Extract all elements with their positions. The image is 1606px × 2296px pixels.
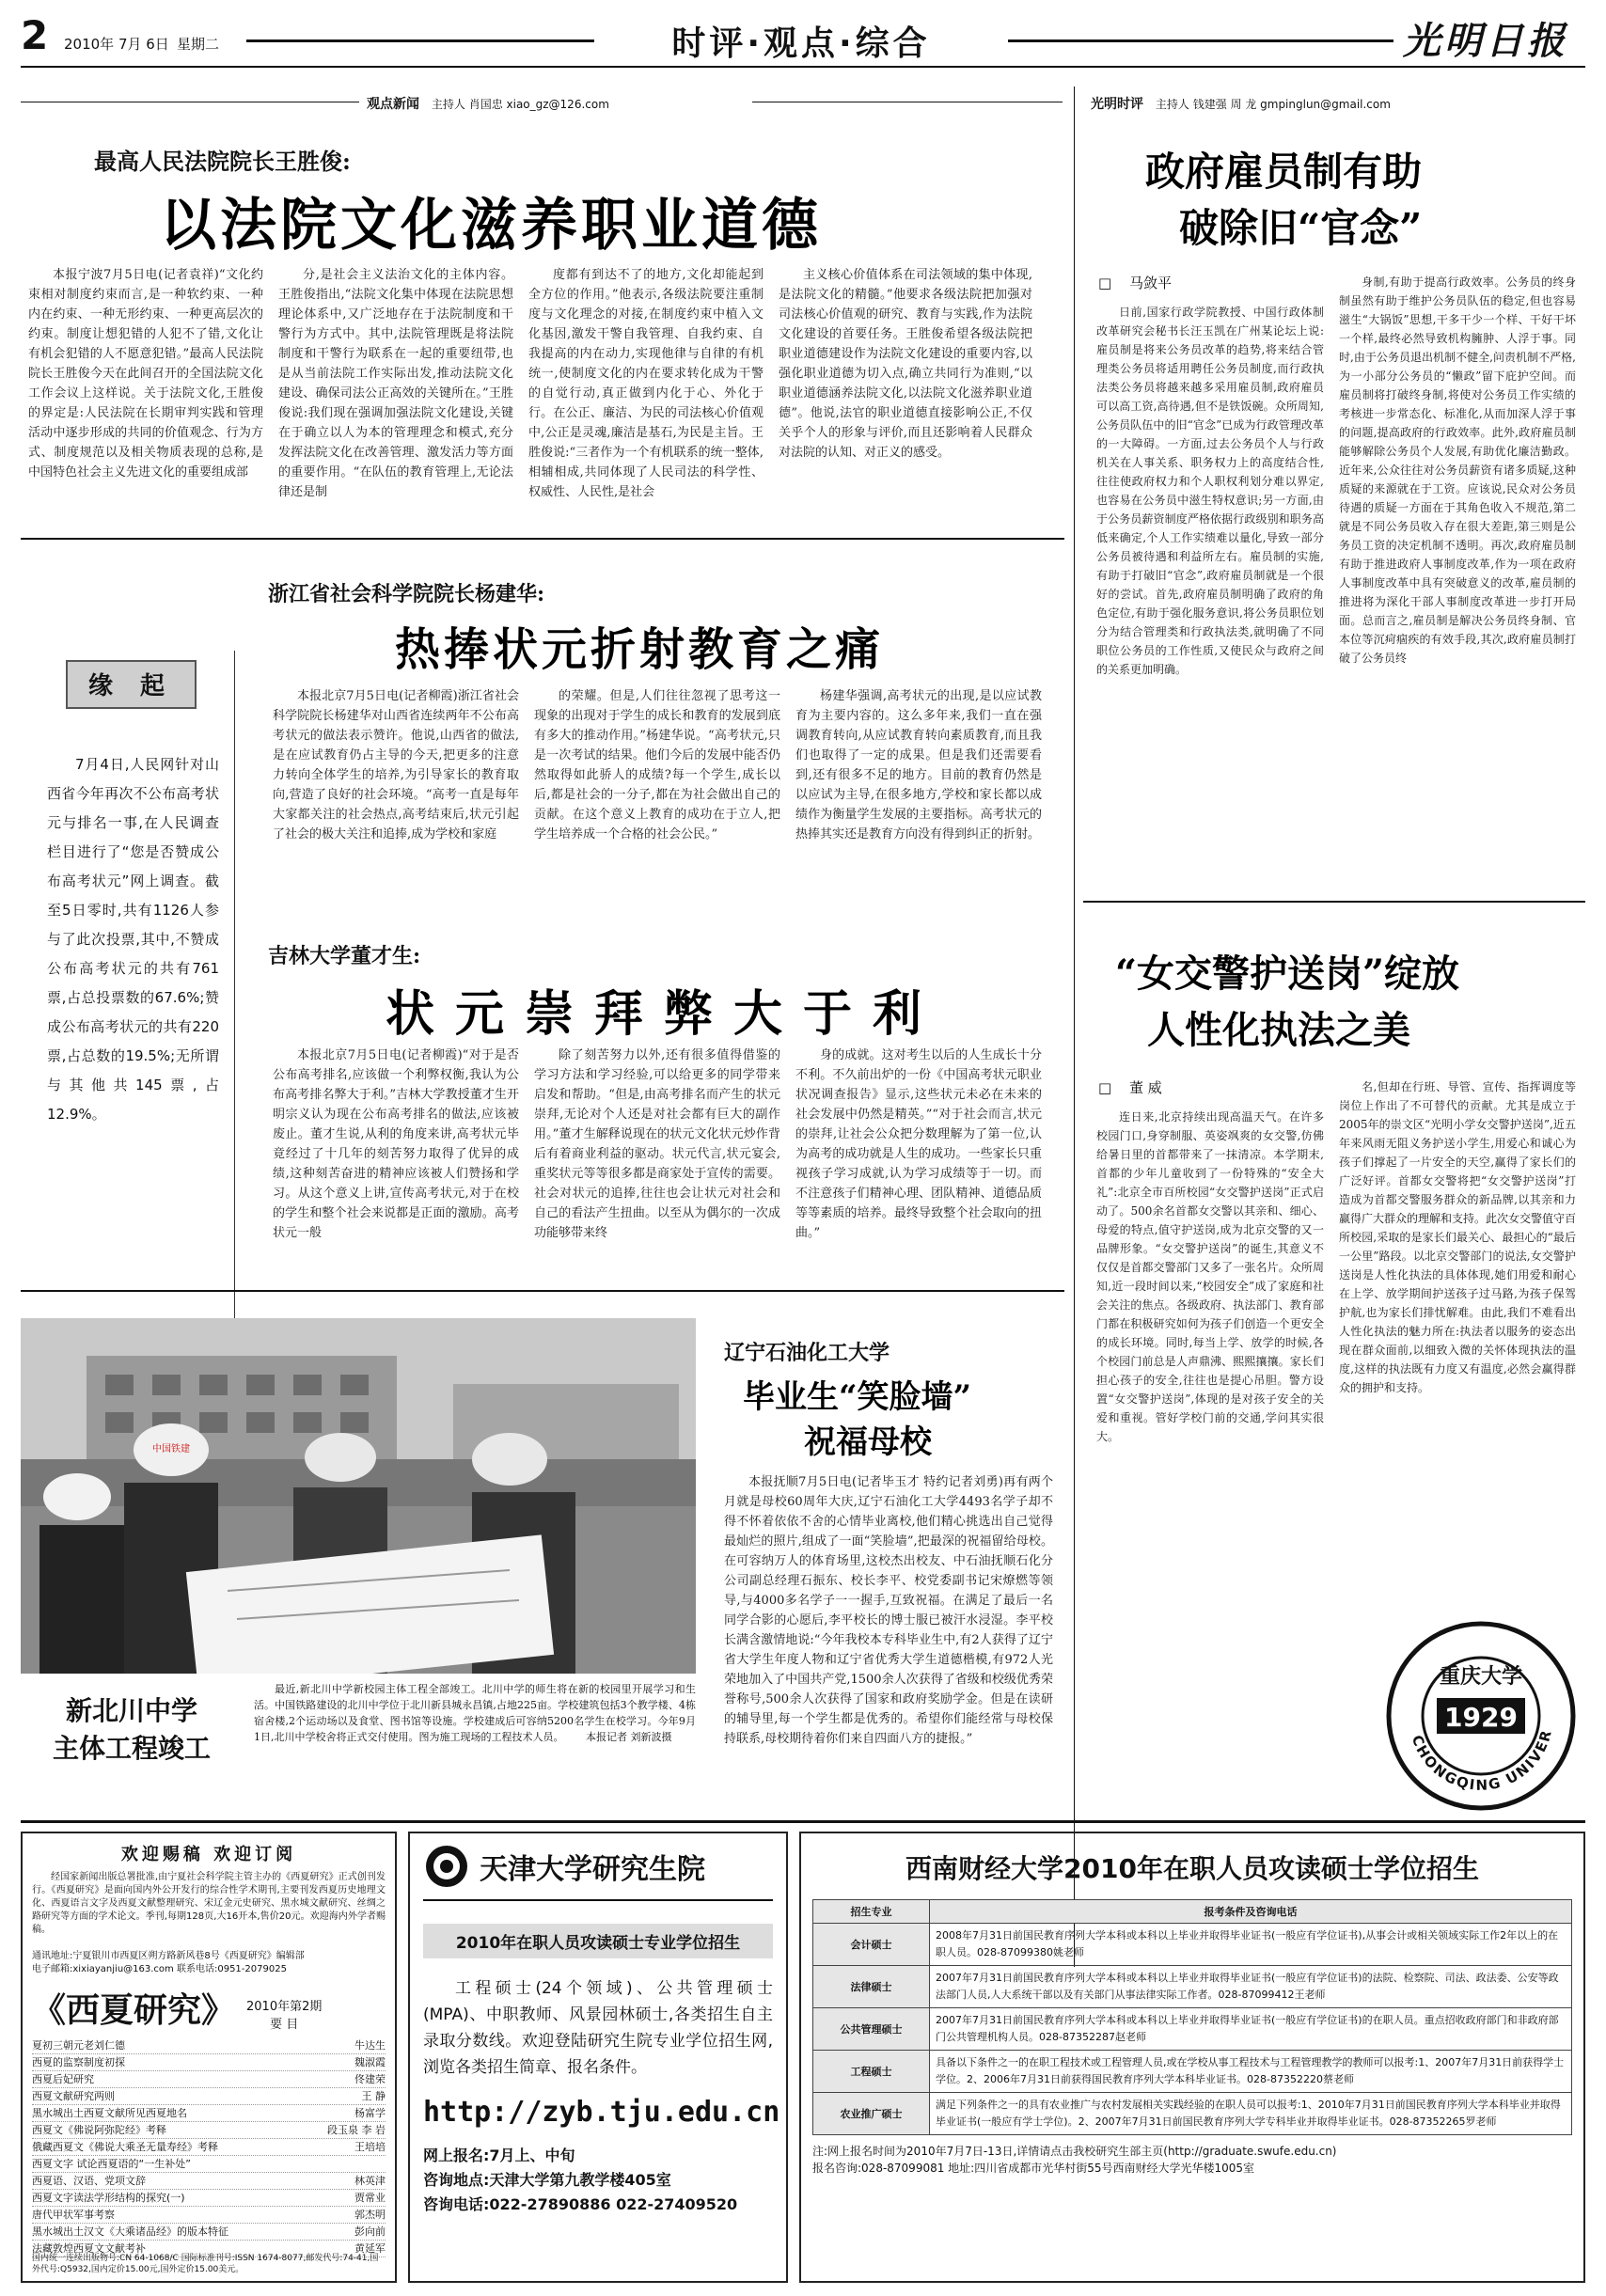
- toc-title: 西夏语、汉语、党项文辞: [32, 2175, 146, 2187]
- ad-swufe-row: [813, 2008, 1572, 2051]
- ad-tianjin-subtitle: 2010年在职人员攻读硕士专业学位招生: [423, 1924, 773, 1958]
- ad-xixia-contact: 通讯地址:宁夏银川市西夏区朔方路新风巷8号《西夏研究》编辑部: [32, 1951, 305, 1961]
- article5-col-2: 身制,有助于提高行政效率。公务员的终身制虽然有助于维护公务员队伍的稳定,但也容易滋生“大锅饭”思想,干多干少一个样、干好干坏一个样,最终必然导致机构臃肿、人浮于事。同时,由于公务员退出机制不健全,问责机制不严格,为一小部分公务员的“懒政”留下庇护空间。而雇员制将打破终身制,将使对公务员工作实绩的考核进一步常态化、标准化,从而加深人浮于事的问题,提高政府的行政效率。此外,政府雇员制能够解除公务员个人发展,有助优化廉洁勤政。近年来,公众往往对公务员薪资有诸多质疑,这种质疑的来源就在于工资。应该说,民众对公务员待遇的质疑一方面在于其角色收入不规范,第二就是不同公务员收入存在很大差距,第三则是公务员工资的决定机制不透明。再次,政府雇员制有助于推进政府人事制度改革,作为一项在政府人事制度改革中具有突破意义的改革,雇员制的推进将为深化干部人事制度改革进一步打开局面。总而言之,雇员制是解决公务员终身制、官本位等沉疴痼疾的有效手段,其次,政府雇员制打破了公务员终: [1339, 275, 1576, 665]
- article6-title-1: “女交警护送岗”绽放: [1115, 951, 1460, 996]
- page-number: 2: [21, 12, 49, 58]
- masthead-rule-right: [1008, 39, 1393, 42]
- toc-row: [32, 2190, 386, 2207]
- article5-author-name: 马敛平: [1128, 275, 1172, 291]
- ad-xixia-journal: [32, 1984, 386, 2032]
- ad-swufe-row: [813, 1924, 1572, 1966]
- ad-xixia-toc: [32, 2037, 386, 2257]
- article2-col-3: 杨建华强调,高考状元的出现,是以应试教育为主要内容的。这么多年来,我们一直在强调教育转向,从应试教育转向素质教育,而且我们也取得了一定的成果。但是我们还需要看到,还有很多不足的地方。目前的教育仍然是以应试为主导,在很多地方,学校和家长都以成绩作为衡量学生发展的主要指标。高考状元的热捧其实还是教育方向没有得到纠正的折射。: [795, 689, 1042, 841]
- svg-text:1929: 1929: [1444, 1702, 1518, 1733]
- ad-swufe-row: [813, 2051, 1572, 2093]
- sidebar-text: 7月4日,人民网针对山西省今年再次不公布高考状元与排名一事,在人民调查栏目进行了“您是否赞成公布高考状元”网上调查。截至5日零时,共有1126人参与了此次投票,其中,不赞成公布高考状元的共有761票,占总投票数的67.6%;赞成公布高考状元的共有220票,占总数的19.5%;无所谓与其他共145票,占12.9%。: [47, 756, 219, 1123]
- chongqing-university-seal: [1382, 1617, 1580, 1815]
- column-label: 观点新闻: [367, 97, 419, 112]
- toc-row: [32, 2105, 386, 2122]
- toc-title: 西夏后妃研究: [32, 2073, 94, 2085]
- ad-swufe-row-program: 法律硕士: [813, 1966, 930, 2008]
- article4-title-2: 祝福母校: [804, 1423, 932, 1461]
- ad-swufe-row-program: 公共管理硕士: [813, 2008, 930, 2051]
- ad-tianjin-body: 工程硕士(24个领域)、公共管理硕士(MPA)、中职教师、风景园林硕士,各类招生自主录取分数线。欢迎登陆研究生院专业学位招生网,浏览各类招生简章、报名条件。: [423, 1979, 773, 2077]
- photo-caption-title-1: 新北川中学: [65, 1695, 197, 1726]
- toc-row: [32, 2207, 386, 2224]
- ad-swufe-row-conditions: 具备以下条件之一的在职工程技术或工程管理人员,或在学校从事工程技术与工程管理教学的教师可以报考:1、2007年7月31日前获得学士学位。2、2006年7月31日前获得国民教育序列大学本科毕业证书。028-87352220蔡老师: [930, 2051, 1572, 2093]
- photo-illustration: [21, 1318, 696, 1674]
- article2-kicker: 浙江省社会科学院院长杨建华:: [268, 582, 545, 606]
- ad-xixia-footer: 国内统一连续出版物号:CN 64-1068/C 国际标准刊号:ISSN 1674-8077,邮发代号:74-41,国外代号:Q5932,国内定价15.00元,国外定价15.00美元。: [32, 2254, 379, 2274]
- ad-xixia-welcome: 欢迎赐稿 欢迎订阅: [120, 1845, 297, 1864]
- ad-swufe-row-conditions: 2007年7月31日前国民教育序列大学本科或本科以上毕业并取得毕业证书(一般应有学位证书)的在职人员。重点招收政府部门和非政府部门公共管理机构人员。028-87352287赵老师: [930, 2008, 1572, 2051]
- ad-xixia-issue-sub: 要 目: [270, 2018, 299, 2032]
- article3-bottom-rule: [21, 1290, 1064, 1292]
- toc-author: 魏淑霞: [354, 2056, 386, 2068]
- ad-tianjin-rule: [423, 1899, 773, 1901]
- ad-xixia-journal-name: 《西夏研究》: [32, 1990, 236, 2030]
- section-title: 时评·观点·综合: [671, 24, 931, 63]
- column-label-right: [1091, 94, 1391, 113]
- article3-col-3: 身的成就。这对考生以后的人生成长十分不利。不久前出炉的一份《中国高考状元职业状况调查报告》显示,这些状元未必在未来的社会发展中仍然是精英。”“对于社会而言,状元的崇拜,让社会公众把分数理解为了第一位,认为高考的成功就是人生的成功。一些家长只重视孩子学习成就,认为学习成绩等于一切。而不注意孩子们精神心理、团队精神、道德品质等等素质的培养。最终导致整个社会取向的扭曲。”: [795, 1048, 1042, 1240]
- ads-top-rule: [21, 1820, 1585, 1823]
- article3-title: 状元崇拜弊大于利: [386, 985, 943, 1043]
- toc-row: [32, 2173, 386, 2190]
- article6-title-2: 人性化执法之美: [1147, 1008, 1410, 1052]
- article6-author: □ 董 威: [1098, 1079, 1162, 1096]
- article3-col-1: 本报北京7月5日电(记者柳霞)“对于是否公布高考排名,应该做一个利弊权衡,我认为公布高考排名弊大于利。”吉林大学教授董才生开明宗义认为现在公布高考排名的做法,应该被废止。董才生说,从利的角度来讲,高考状元毕竟经过了十几年的刻苦努力取得了优异的成绩,这种刻苦奋进的精神应该被人们赞扬和学习。从这个意义上讲,宣传高考状元,对于在校的学生和整个社会来说都是正面的激励。高考状元一般: [273, 1048, 519, 1240]
- ad-tianjin-title: 天津大学研究生院: [480, 1853, 705, 1886]
- toc-author: 郭杰明: [354, 2209, 386, 2221]
- article1-title: 以法院文化滋养职业道德: [160, 193, 822, 259]
- article3-col-2: 除了刻苦努力以外,还有很多值得借鉴的学习方法和学习经验,可以给更多的同学带来启发和帮助。“但是,由高考排名而产生的状元崇拜,无论对个人还是对社会都有巨大的副作用。”董才生解释说现在的状元文化状元炒作背后有着商业利益的驱动。状元代言,状元宴会,重奖状元等等很多都是商家处于宣传的需要。社会对状元的追捧,往往也会让状元对社会和自己的看法产生扭曲。以至从为偶尔的一次成功能够带来终: [534, 1048, 780, 1240]
- toc-author: 林英津: [354, 2175, 386, 2187]
- photo-caption: [254, 1681, 696, 1745]
- helmet-text: 中国铁建: [152, 1444, 190, 1455]
- article2-title: 热捧状元折射教育之痛: [395, 623, 885, 676]
- toc-author: 杨富学: [354, 2107, 386, 2119]
- ad-swufe-row: [813, 2093, 1572, 2135]
- column-label: 光明时评: [1091, 97, 1143, 112]
- toc-title: 西夏的监察制度初探: [32, 2056, 125, 2068]
- ad-swufe-note: 注:网上报名时间为2010年7月7日-13日,详情请点击我校研究生部主页(http://graduate.swufe.edu.cn): [812, 2145, 1337, 2158]
- article6-col-2: 名,但却在行班、导管、宣传、指挥调度等岗位上作出了不可替代的贡献。尤其是成立于2005年的崇文区“光明小学女交警护送岗”,近五年来风雨无阻义务护送小学生,用爱心和诚心为孩子们撑起了一片安全的天空,赢得了家长们的广泛好评。首都女交警将把“女交警护送岗”打造成为首都交警服务群众的新品牌,以其亲和力赢得广大群众的理解和支持。此次女交警值守百所校园,采取的是家长们最关心、最担心的“最后一公里”路段。以北京交警部门的说法,女交警护送岗是人性化执法的具体体现,她们用爱和耐心在上学、放学期间护送孩子过马路,为孩子保驾护航,也为家长们排忧解难。由此,我们不难看出人性化执法的魅力所在:执法者以服务的姿态出现在群众面前,以细致入微的关怀体现执法的温度,这样的执法既有力度又有温度,必然会赢得群众的拥护和支持。: [1339, 1080, 1576, 1394]
- toc-author: 黄延军: [354, 2242, 386, 2255]
- toc-row: [32, 2122, 386, 2139]
- ad-swufe-row-conditions: 2007年7月31日前国民教育序列大学本科或本科以上毕业并取得毕业证书(一般应有学位证书)的法院、检察院、司法、政法委、公安等政法部门人员,人大系统干部以及有关部门从事法律实际工作者。028-87099412王老师: [930, 1966, 1572, 2008]
- article1-col-4: 主义核心价值体系在司法领域的集中体现,是法院文化的精髓。”他要求各级法院把加强对司法核心价值观的研究、教育与实践,作为法院文化建设的首要任务。王胜俊希望各级法院把职业道德建设作为法院文化建设的重要内容,以强化职业道德为切入点,确立共同行为准则,“以职业道德涵养法院文化,以法院文化滋养职业道德”。他说,法官的职业道德直接影响公正,不仅关乎个人的形象与评价,而且还影响着人民群众对法院的认知、对正义的感受。: [779, 268, 1032, 460]
- ad-swufe-row-conditions: 2008年7月31日前国民教育序列大学本科或本科以上毕业并取得毕业证书(一般应有学位证书),从事会计或相关领域实际工作2年以上的在职人员。028-87099380姚老师: [930, 1924, 1572, 1966]
- ad-xixia-email: 电子邮箱:xixiayanjiu@163.com 联系电话:0951-2079025: [32, 1964, 287, 1974]
- toc-title: 俄藏西夏文《佛说大乘圣无量寿经》考释: [32, 2141, 218, 2153]
- article1-col-3: 度都有到达不了的地方,文化却能起到全方位的作用。”他表示,各级法院要注重制度与文化理念的对接,在制度约束中植入文化基因,激发干警自我管理、自我约束、自我提高的内在动力,实现他律与自律的有机统一,使制度文化的内在要求转化成为干警的自觉行动,真正做到内化于心、外化于行。在公正、廉洁、为民的司法核心价值观中,公正是灵魂,廉洁是基石,为民是主旨。王胜俊说:“三者作为一个有机联系的统一整体,相辅相成,共同体现了人民司法的科学性、权威性、人民性,是社会: [528, 268, 764, 499]
- toc-author: 王 静: [361, 2090, 386, 2102]
- article1-col-1: 本报宁波7月5日电(记者袁祥)“文化约束相对制度约束而言,是一种软约束、一种内在约束、一种无形约束、一种更高层次的约束。制度让想犯错的人犯不了错,文化让有机会犯错的人不愿意犯错。”最高人民法院院长王胜俊今天在此间召开的全国法院文化工作会议上这样说。关于法院文化,王胜俊的界定是:人民法院在长期审判实践和管理活动中逐步形成的共同的价值观念、行为方式、制度规范以及相关物质表现的总称,是中国特色社会主义先进文化的重要组成部: [28, 268, 263, 480]
- vertical-divider: [1074, 86, 1075, 1967]
- ad-swufe-address: 报名咨询:028-87099081 地址:四川省成都市光华村街55号西南财经大学光华楼1005室: [812, 2162, 1255, 2175]
- ad-xixia: [21, 1832, 397, 2283]
- masthead: [21, 11, 1585, 68]
- toc-row: [32, 2054, 386, 2071]
- toc-row: [32, 2224, 386, 2241]
- toc-row: [32, 2037, 386, 2054]
- ad-swufe-row-program: 工程硕士: [813, 2051, 930, 2093]
- article5-title-1: 政府雇员制有助: [1145, 149, 1423, 195]
- photo-caption-title-2: 主体工程竣工: [52, 1733, 211, 1764]
- article4-kicker: 辽宁石油化工大学: [724, 1342, 890, 1365]
- paper-logo: 光明日报: [1403, 19, 1568, 63]
- svg-text:CHONGQING UNIVERSITY: CHONGQING UNIVER: [1408, 1726, 1556, 1794]
- toc-title: 夏初三朝元老刘仁德: [32, 2039, 125, 2052]
- ad-xixia-issue-box: [246, 1996, 322, 2032]
- ad-tianjin-url[interactable]: http://zyb.tju.edu.cn: [423, 2096, 780, 2129]
- masthead-rule-left: [246, 39, 594, 42]
- toc-row: [32, 2071, 386, 2088]
- article5-title-2: 破除旧“官念”: [1179, 205, 1423, 251]
- article6-col-1: 连日来,北京持续出现高温天气。在许多校园门口,身穿制服、英姿飒爽的女交警,仿佛给暑日里的首都带来了一抹清凉。本学期末,首都的少年儿童收到了一份特殊的“安全大礼”:北京全市百所校园“女交警护送岗”正式启动了。500余名首都女交警以其亲和、细心、母爱的特点,值守护送岗,成为北京交警的又一品牌形象。“女交警护送岗”的诞生,其意义不仅仅是首都交警部门又多了一张名片。众所周知,近一段时间以来,“校园安全”成了家庭和社会关注的焦点。各级政府、执法部门、教育部门都在积极研究如何为孩子们创造一个更安全的成长环境。同时,每当上学、放学的时候,各个校园门前总是人声鼎沸、熙熙攘攘。家长们担心孩子的安全,往往也是提心吊胆。警方设置“女交警护送岗”,体现的是对孩子安全的关爱和重视。管好学校门前的交通,学问其实很大。: [1096, 1110, 1324, 1443]
- article4-text: 本报抚顺7月5日电(记者毕玉才 特约记者刘勇)再有两个月就是母校60周年大庆,辽宁石油化工大学4493名学子却不得不怀着依依不舍的心情毕业离校,他们精心挑选出自己觉得最灿烂的照片,组成了一面“笑脸墙”,把最深的祝福留给母校。在可容纳万人的体育场里,这校杰出校友、中石油抚顺石化分公司副总经理石振东、校长李平、校党委副书记宋燎燃等领导,与4000多名学子一一握手,互致祝福。在满足了最后一名同学合影的心愿后,李平校长的博士服已被汗水浸湿。李平校长满含激情地说:“今年我校本专科毕业生中,有2人获得了辽宁省大学生年度人物和辽宁省优秀大学生道德楷模,有972人光荣地加入了中国共产党,1500余人次获得了省级和校级优秀荣誉称号,500余人次获得了国家和政府奖励学金。但是在读研的辅导里,每一个学生都是优秀的。希望你们能经常与母校保持联系,母校期待着你们来自四面八方的捷报。”: [724, 1475, 1053, 1746]
- toc-author: 王培培: [354, 2141, 386, 2153]
- toc-row: [32, 2088, 386, 2105]
- photo-caption-text: 最近,新北川中学新校园主体工程全部竣工。北川中学的师生将在新的校园里开展学习和生活。中国铁路建设的北川中学位于北川新县城永昌镇,占地225亩。学校建筑包括3个教学楼、4栋宿舍楼,2个运动场以及食堂、图书馆等设施。学校建成后可容纳5200名学生在校学习。今年9月1日,北川中学校舍将正式交付使用。图为施工现场的工程技术人员。: [254, 1683, 696, 1743]
- ad-tianjin-location: 咨询地点:天津大学第九教学楼405室: [423, 2171, 671, 2189]
- article3-kicker: 吉林大学董才生:: [268, 944, 421, 968]
- toc-row: [32, 2156, 386, 2173]
- ad-swufe: [799, 1832, 1585, 2283]
- toc-title: 法藏敦煌西夏文文献考补: [32, 2242, 146, 2255]
- toc-title: 黑水城出土汉文《大乘诸品经》的版本特征: [32, 2225, 228, 2238]
- toc-title: 黑水城出土西夏文献所见西夏地名: [32, 2107, 187, 2119]
- ad-tianjin: [408, 1832, 788, 2283]
- ad-tianjin-header: [423, 1843, 773, 1890]
- photo-credit: 本报记者 刘新波摄: [586, 1731, 672, 1743]
- ad-swufe-row-program: 农业推广硕士: [813, 2093, 930, 2135]
- ad-swufe-title: 西南财经大学2010年在职人员攻读硕士学位招生: [905, 1853, 1479, 1884]
- column-host: 主持人 肖国忠 xiao_gz@126.com: [431, 98, 609, 111]
- toc-row: [32, 2139, 386, 2156]
- article1-kicker: 最高人民法院院长王胜俊:: [94, 148, 351, 175]
- photo-caption-title: [38, 1692, 226, 1768]
- toc-title: 西夏文字 试论西夏语的“一生补处”: [32, 2158, 191, 2170]
- toc-title: 西夏文《佛说阿弥陀经》考释: [32, 2124, 166, 2136]
- toc-author: 段玉泉 李 岩: [327, 2124, 386, 2136]
- news-photo: [21, 1318, 696, 1674]
- ad-swufe-header-k: 招生专业: [813, 1900, 930, 1924]
- seal-icon: [1382, 1617, 1580, 1815]
- ad-swufe-table: [812, 1899, 1572, 2135]
- masthead-date: 2010年 7月 6日: [64, 36, 169, 53]
- masthead-underline: [21, 66, 1585, 68]
- toc-title: 唐代甲状军事考察: [32, 2209, 115, 2221]
- sidebar-label: 缘 起: [66, 660, 197, 709]
- article6-author-name: 董 威: [1128, 1079, 1162, 1096]
- ad-tianjin-reg: 网上报名:7月上、中旬: [423, 2147, 575, 2164]
- toc-title: 西夏文字读法学形结构的探究(一): [32, 2192, 185, 2204]
- toc-author: 彭向前: [354, 2225, 386, 2238]
- masthead-weekday: 星期二: [177, 36, 220, 53]
- ad-swufe-row: [813, 1966, 1572, 2008]
- ad-xixia-intro: 经国家新闻出版总署批准,由宁夏社会科学院主管主办的《西夏研究》正式创刊发行。《西夏研究》是面向国内外公开发行的综合性学术期刊,主要刊发西夏历史地理文化、西夏语言文字及西夏文献整理研究、宋辽金元史研究、黑水城文献研究、丝绸之路研究等方面的学术论文。季刊,每期128页,大16开本,售价20元。欢迎海内外学者赐稿。: [32, 1872, 386, 1935]
- svg-text:重庆大学: 重庆大学: [1439, 1664, 1523, 1689]
- ad-xixia-issue: 2010年第2期: [246, 2000, 323, 2014]
- article1-bottom-rule: [21, 538, 1064, 540]
- toc-title: 西夏文献研究两则: [32, 2090, 115, 2102]
- article4-title-1: 毕业生“笑脸墙”: [743, 1378, 972, 1416]
- sidebar-yuanqi: [28, 651, 235, 1431]
- ad-tianjin-phone: 咨询电话:022-27890886 022-27409520: [423, 2195, 738, 2213]
- article1-col-2: 分,是社会主义法治文化的主体内容。王胜俊指出,“法院文化集中体现在法院思想理论体系中,又广泛地存在于法院制度和干警行为方式中。其中,法院管理既是将法院制度和干警行为联系在一起的重要纽带,也是从当前法院工作实际出发,推动法院文化建设、确保司法公正高效的关键所在。”王胜俊说:我们现在强调加强法院文化建设,关键在于确立以人为本的管理理念和模式,充分发挥法院文化在改善管理、激发活力等方面的重要作用。“在队伍的教育管理上,无论法律还是制: [278, 268, 513, 499]
- ad-swufe-header-row: [813, 1900, 1572, 1924]
- article5-author: □ 马敛平: [1098, 275, 1172, 291]
- toc-author: 佟建荣: [354, 2073, 386, 2085]
- article2-col-1: 本报北京7月5日电(记者柳霞)浙江省社会科学院院长杨建华对山西省连续两年不公布高考状元的做法表示赞许。他说,山西省的做法,是在应试教育仍占主导的今天,把更多的注意力转向全体学生的培养,为引导家长的教育取向,营造了良好的社会环境。“高考一直是每年大家都关注的社会热点,高考结束后,状元引起了社会的极大关注和追捧,成为学校和家庭: [273, 689, 519, 841]
- column-label-left: [367, 94, 609, 113]
- ad-swufe-header-v: 报考条件及咨询电话: [930, 1900, 1572, 1924]
- article5-col-1: 日前,国家行政学院教授、中国行政体制改革研究会秘书长汪玉凯在广州某论坛上说:雇员制是将来公务员改革的趋势,将来结合管理类公务员将适用聘任公务员制度,而行政执法类公务员将越来越多采用雇员制,政府雇员可以高工资,高待遇,但不是铁饭碗。众所周知,公务员队伍中的旧“官念”已成为行政管理改革的一大障碍。一方面,过去公务员个人与行政机关在人事关系、职务权力上的高度结合性,往往使政府权力和个人职权利划分难以界定,也容易在公务员中滋生特权意识;另一方面,由于公务员薪资制度严格依据行政级别和职务高低来确定,个人工作实绩难以量化,导致一部分公务员被待遇和利益所左右。雇员制的实施,有助于打破旧“官念”,政府雇员制就是一个很好的尝试。首先,政府雇员制明确了政府的角色定位,有助于强化服务意识,将公务员职位划分为结合管理类和行政执法类,就明确了不同职位公务员的工作性质,又使民众与政府之间的关系更加明确。: [1096, 306, 1324, 676]
- toc-author: 牛达生: [354, 2039, 386, 2052]
- ad-swufe-row-conditions: 满足下列条件之一的具有农业推广与农村发展相关实践经验的在职人员可以报考:1、2010年7月31日前国民教育序列大学本科毕业并取得毕业证书(一般应有学士学位)。2、2007年7月31日前国民教育序列大学专科毕业并取得毕业证书。028-87352265罗老师: [930, 2093, 1572, 2135]
- article5-bottom-rule: [1083, 901, 1585, 903]
- article2-col-2: 的荣耀。但是,人们往往忽视了思考这一现象的出现对于学生的成长和教育的发展到底有多大的推动作用。”杨建华说。“高考状元,只是一次考试的结果。他们今后的发展中能否仍然取得如此骄人的成绩?每一个学生,成长以后,都是社会的一分子,都在为社会做出自己的贡献。在这个意义上教育的成功在于立人,把学生培养成一个合格的社会公民。”: [534, 689, 780, 841]
- column-host: 主持人 钱建强 周 龙 gmpinglun@gmail.com: [1155, 98, 1391, 111]
- tianjin-university-emblem-icon: [423, 1843, 470, 1890]
- ad-swufe-row-program: 会计硕士: [813, 1924, 930, 1966]
- toc-author: 贾常业: [354, 2192, 386, 2204]
